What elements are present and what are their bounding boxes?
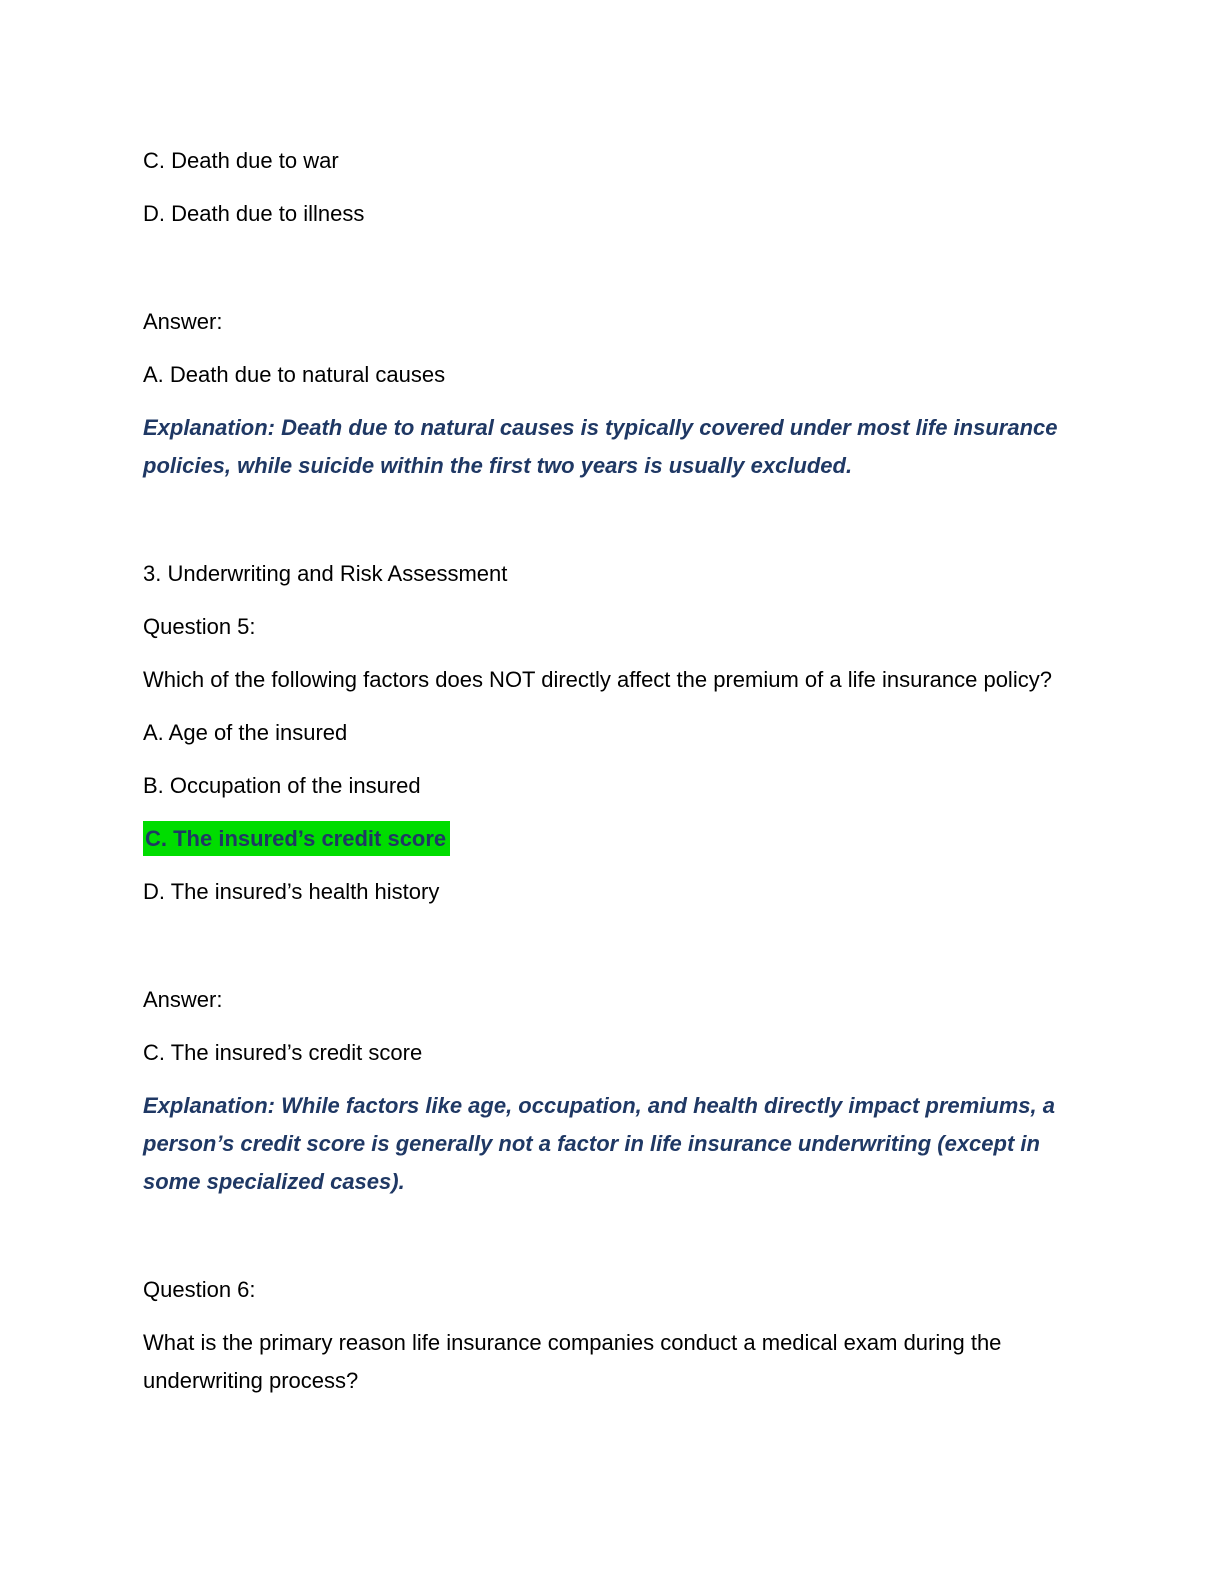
question6-label: Question 6: — [143, 1277, 256, 1302]
question5-label: Question 5: — [143, 614, 256, 639]
question5-option-c-highlighted — [143, 820, 1078, 858]
question4-option-c: C. Death due to war — [143, 148, 339, 173]
question5-text: Which of the following factors does NOT directly affect the premium of a life insurance policy? — [143, 667, 1052, 692]
question5-option-a: A. Age of the insured — [143, 720, 348, 745]
spacer — [143, 500, 1078, 555]
question4-explanation: Explanation: Death due to natural causes is typically covered under most life insurance policies, while suicide within the first two years is usually excluded. — [143, 415, 1058, 478]
spacer — [143, 926, 1078, 981]
question4-answer: A. Death due to natural causes — [143, 362, 446, 387]
question5-answer-label: Answer: — [143, 987, 223, 1012]
spacer — [143, 1216, 1078, 1271]
question5-answer: C. The insured’s credit score — [143, 1040, 423, 1065]
section-heading: 3. Underwriting and Risk Assessment — [143, 561, 508, 586]
spacer — [143, 248, 1078, 303]
question5-option-d: D. The insured’s health history — [143, 879, 440, 904]
question6-text: What is the primary reason life insurance companies conduct a medical exam during the underwriting process? — [143, 1330, 1002, 1393]
question4-option-d: D. Death due to illness — [143, 201, 365, 226]
document-content — [143, 142, 1078, 1415]
question5-explanation: Explanation: While factors like age, occupation, and health directly impact premiums, a person’s credit score is generally not a factor in life insurance underwriting (except in some specialized cases). — [143, 1093, 1055, 1194]
question4-answer-label: Answer: — [143, 309, 223, 334]
question5-option-b: B. Occupation of the insured — [143, 773, 421, 798]
highlighted-answer-text: C. The insured’s credit score — [143, 821, 450, 856]
